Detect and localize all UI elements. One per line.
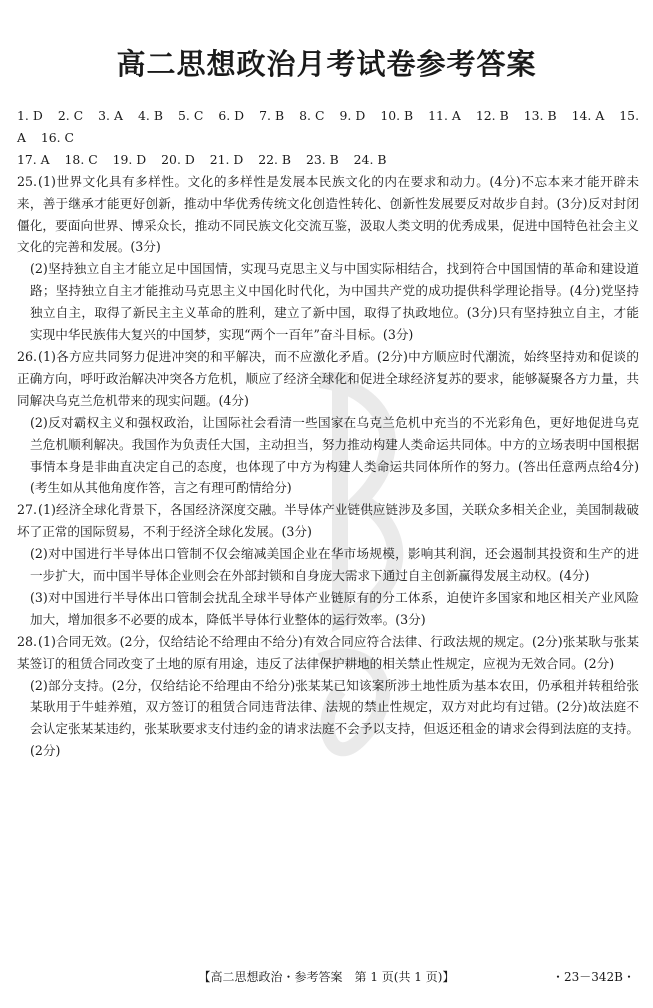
question-number: 28. bbox=[17, 633, 38, 649]
choice-answer: 10. B bbox=[380, 108, 414, 123]
choice-answer: 17. A bbox=[17, 151, 50, 167]
question-number: 27. bbox=[17, 502, 38, 518]
choice-answer: 3. A bbox=[98, 108, 123, 123]
question-28-part-2: (2)部分支持。(2分，仅给结论不给理由不给分)张某某已知该案所涉土地性质为基本农田，仍承租并转租给张某耿用于牛蛙养殖，双方签订的租赁合同违背法律、法规的禁止性规定，双方对此均有过错。(2分)故法庭不会认定张某某违约，张某耿要求支付违约金的请求法庭不会予以支持，但返还租金的请求会得到法庭的支持。(2分) bbox=[30, 677, 639, 759]
choice-answer: 4. B bbox=[138, 108, 163, 123]
choice-answer: 2. C bbox=[57, 108, 84, 123]
choice-answer: 15. A bbox=[17, 108, 640, 145]
answer-content bbox=[17, 105, 639, 762]
choice-answer: 13. B bbox=[523, 108, 557, 123]
choice-answer: 9. D bbox=[339, 108, 366, 123]
question-26 bbox=[17, 346, 639, 499]
question-25-part-1 bbox=[17, 171, 639, 259]
choice-answer: 21. D bbox=[209, 151, 244, 167]
question-25 bbox=[17, 171, 639, 346]
choice-answer: 8. C bbox=[299, 108, 325, 123]
question-27 bbox=[17, 499, 639, 630]
choice-answer: 20. D bbox=[161, 151, 195, 167]
question-25-part-2: (2)坚持独立自主才能立足中国国情，实现马克思主义与中国实际相结合，找到符合中国国情的革命和建设道路；坚持独立自主才能推动马克思主义中国化时代化，为中国共产党的成功提供科学理论指导。(4分)党坚持独立自主，取得了新民主主义革命的胜利，建立了新中国，取得了执政地位。(3分)只有坚持独立自主，才能实现中华民族伟大复兴的中国梦，实现“两个一百年”奋斗目标。(3分) bbox=[30, 261, 639, 343]
question-28-part-1 bbox=[17, 631, 639, 675]
footer-page-info: 【高二思想政治・参考答案 第 1 页(共 1 页)】 bbox=[198, 970, 455, 984]
choice-answer: 5. C bbox=[177, 108, 204, 123]
choice-answers-line-2 bbox=[17, 149, 639, 171]
question-28 bbox=[17, 631, 639, 762]
answer-text: (1)经济全球化背景下，各国经济深度交融。半导体产业链供应链涉及多国，关联众多相关企业，美国制裁破坏了正常的国际贸易，不利于经济全球化发展。(3分) bbox=[17, 502, 639, 540]
choice-answer: 18. C bbox=[64, 151, 98, 167]
question-26-part-1 bbox=[17, 346, 639, 412]
question-number: 26. bbox=[17, 348, 38, 364]
page-footer bbox=[0, 968, 653, 988]
choice-answer: 23. B bbox=[305, 151, 339, 167]
question-27-part-1 bbox=[17, 499, 639, 543]
question-26-part-2: (2)反对霸权主义和强权政治，让国际社会看清一些国家在乌克兰危机中充当的不光彩角色，更好地促进乌克兰危机顺利解决。我国作为负责任大国，主动担当，努力推动构建人类命运共同体。中方的立场表明中国根据事情本身是非曲直决定自己的态度，也体现了中方为构建人类命运共同体所作的努力。(答出任意两点给4分)(考生如从其他角度作答，言之有理可酌情给分) bbox=[30, 414, 639, 496]
choice-answer: 12. B bbox=[475, 108, 509, 123]
choice-answer: 22. B bbox=[258, 151, 292, 167]
choice-answer: 19. D bbox=[112, 151, 147, 167]
choice-answer: 16. C bbox=[40, 129, 75, 145]
choice-answer: 11. A bbox=[428, 108, 461, 123]
choice-answer: 1. D bbox=[17, 108, 43, 123]
question-27-part-3: (3)对中国进行半导体出口管制会扰乱全球半导体产业链原有的分工体系，迫使许多国家和地区相关产业风险加大，增加很多不必要的成本，降低半导体行业整体的运行效率。(3分) bbox=[30, 589, 639, 627]
footer-paper-code: ・23－342B・ bbox=[552, 970, 635, 984]
choice-answer: 6. D bbox=[218, 108, 245, 123]
question-27-part-2: (2)对中国进行半导体出口管制不仅会缩减美国企业在华市场规模，影响其利润，还会遏制其投资和生产的进一步扩大，而中国半导体企业则会在外部封锁和自身庞大需求下通过自主创新赢得发展主动权。(4分) bbox=[30, 546, 639, 584]
choice-answer: 14. A bbox=[571, 108, 605, 123]
answer-text: (1)世界文化具有多样性。文化的多样性是发展本民族文化的内在要求和动力。(4分)不忘本来才能开辟未来，善于继承才能更好创新，推动中华优秀传统文化创造性转化、创新性发展要反对故步自封。(3分)反对封闭僵化，要面向世界、博采众长，推动不同民族文化交流互鉴，汲取人类文明的优秀成果，促进中国特色社会主义文化的完善和发展。(3分) bbox=[17, 173, 639, 255]
choice-answer: 24. B bbox=[353, 151, 387, 167]
question-number: 25. bbox=[17, 173, 38, 189]
choice-answers-line-1 bbox=[17, 105, 639, 149]
page-title: 高二思想政治月考试卷参考答案 bbox=[116, 47, 537, 81]
choice-answer: 7. B bbox=[259, 108, 285, 123]
answer-text: (1)各方应共同努力促进冲突的和平解决，而不应激化矛盾。(2分)中方顺应时代潮流，始终坚持劝和促谈的正确方向，呼吁政治解决冲突各方危机，顺应了经济全球化和促进全球经济复苏的要求，能够凝聚各方力量，共同解决乌克兰危机带来的现实问题。(4分) bbox=[17, 348, 639, 408]
answer-text: (1)合同无效。(2分，仅给结论不给理由不给分)有效合同应符合法律、行政法规的规定。(2分)张某耿与张某某签订的租赁合同改变了土地的原有用途，违反了法律保护耕地的相关禁止性规定，应视为无效合同。(2分) bbox=[17, 633, 639, 671]
